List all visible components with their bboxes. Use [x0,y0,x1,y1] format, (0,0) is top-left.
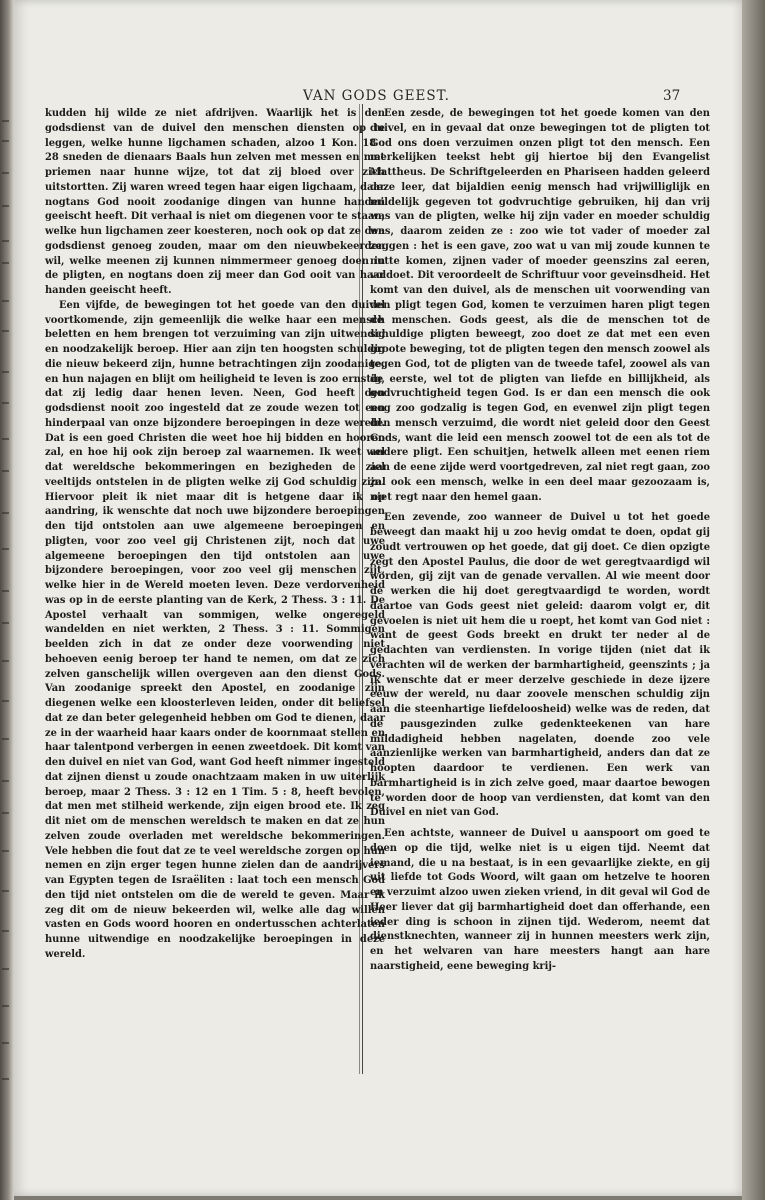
paragraph-fifth: Een vijfde, de bewegingen tot het goede van den duivel voortkomende, zijn gemeenlijk die welke haar een mensch beletten en hem brengen tot verzuiming van zijn uitwendig en noodzakelijk beroep. Hier aan zijn ten hoogsten schuldig die nieuw bekeerd zijn, hunne betrachtingen zijn zoodanige, en hun najagen en blijt om heiligheid te leven is zoo ernstig, dat zij ledig daar henen leven. Neen, God heeft den godsdienst nooit zoo ingesteld dat ze zoude wezen tot een hinderpaal van onze bijzondere beroepingen in deze wereld. Dat is een goed Christen die weet hoe hij bidden en hooren zal, en hoe hij ook zijn beroep zal waarnemen. Ik weet wel dat wereldsche bekommeringen en bezigheden de ziel veeltijds ontstelen in de pligten welke zij God schuldig zijn. Hiervoor pleit ik niet maar dit is hetgene daar ik op aandring, ik wenschte dat noch uwe bijzondere beroepingen den tijd ontstolen aan uwe algemeene beroepingen en pligten, voor zoo veel gij Christenen zijt, noch dat uwe algemeene beroepingen den tijd ontstolen aan uwe bijzondere beroepingen, voor zoo veel gij menschen zijt, welke hier in de Wereld moeten leven. Deze verdorvenheid was op in de eerste planting van de Kerk, 2 Thess. 3 : 11. De Apostel verhaalt van sommigen, welke ongeregeld wandelden en niet werkten, 2 Thess. 3 : 11. Sommigen beelden zich in dat ze onder deze voorwending niet behoeven eenig beroep ter hand te nemen, om dat ze zich zelven ganschelijk willen overgeven aan den dienst Gods. Van zoodanige spreekt den Apostel, en zoodanige zijn diegenen welke een kloosterleven leiden, onder dit beliefsel dat ze dan beter gelegenheid hebben om God te dienen, daar ze in der waarheid haar kaars onder de koornmaat stellen en haar talentpond verbergen in eenen zweetdoek. Dit komt van den duivel en niet van God, want God heeft nimmer ingesteld dat zijnen dienst u zoude onachtzaam maken in uw uiterlijk beroep, maar 2 Thess. 3 : 12 en 1 Tim. 5 : 8, heeft bevolen, dat men met stilheid werkende, zijn eigen brood ete. Ik zeg dit niet om de menschen wereldsch te maken en dat ze hun zelven zoude overladen met wereldsche bekommeringen. Vele hebben die fout dat ze te veel wereldsche zorgen op hun nemen en zijn erger tegen hunne zielen dan de aandrijvers van Egypten tegen de Israëliten : laat toch een mensch God den tijd niet ontstelen om die de wereld te geven. Maar ik zeg dit om de nieuw bekeerden wil, welke alle dag willen vasten en Gods woord hooren en ondertusschen achterlaten hunne uitwendige en noodzakelijke beroepingen in deze wereld. [45,299,385,960]
book-gutter [0,0,14,1200]
book-page [14,0,742,1196]
paragraph-sixth: Een zesde, de bewegingen tot het goede komen van den duivel, en in gevaal dat onze bewegingen tot de pligten tot God ons doen verzuimen onzen pligt tot den mensch. Een merkelijken teekst hebt gij hiertoe bij den Evangelist Mattheus. De Schriftgeleerden en Phariseen hadden geleerd deze leer, dat bijaldien eenig mensch had vrijwilliglijk en mildelijk gegeven tot godvruchtige gebruiken, hij dan vrij was van de pligten, welke hij zijn vader en moeder schuldig was, daarom zeiden ze : zoo wie tot vader of moeder zal zeggen : het is een gave, zoo wat u van mij zoude kunnen te nutte komen, zijnen vader of moeder geenszins zal eeren, voldoet. Dit veroordeelt de Schriftuur voor geveinsdheid. Het komt van den duivel, als de menschen uit voorwending van den pligt tegen God, komen te verzuimen haren pligt tegen de menschen. Gods geest, als die de menschen tot de schuldige pligten beweegt, zoo doet ze dat met een even groote beweging, tot de pligten tegen den mensch zoowel als tegen God, tot de pligten van de tweede tafel, zoowel als van de eerste, wel tot de pligten van liefde en billijkheid, als godvruchtigheid tegen God. Is er dan een mensch die ook nog zoo godzalig is tegen God, en evenwel zijn pligt tegen den mensch verzuimd, die wordt niet geleid door den Geest Gods, want die leid een mensch zoowel tot de een als tot de andere pligt. Een schuitjen, hetwelk alleen met eenen riem aan de eene zijde werd voortgedreven, zal niet regt gaan, zoo zal ook een mensch, welke in een deel maar gezoozaam is, niet regt naar den hemel gaan. [370,108,710,503]
running-title: VAN GODS GEEST. [303,88,450,104]
running-head [14,88,742,108]
right-column [370,107,710,975]
paragraph-eighth: Een achtste, wanneer de Duivel u aanspoort om goed te doen op die tijd, welke niet is u eigen tijd. Neemt dat iemand, die u na bestaat, is in een gevaarlijke ziekte, en gij uit liefde tot Gods Woord, wilt gaan om hetzelve te hooren en verzuimt alzoo uwen zieken vriend, in dit geval wil God de Heer liever dat gij barmhartigheid doet dan offerhande, een ieder ding is schoon in zijnen tijd. Wederom, neemt dat dienstknechten, wanneer zij in hunnen meesters werk zijn, en het welvaren van hare meesters hangt aan hare naarstigheid, eene beweging krij- [370,828,710,972]
left-column [45,107,385,963]
paragraph-continuation: kudden hij wilde ze niet afdrijven. Waarlijk het is den godsdienst van de duivel den menschen diensten op te leggen, welke hunne ligchamen schaden, alzoo 1 Kon. 18 : 28 sneden de dienaars Baals hun zelven met messen en met priemen naar hunne wijze, tot dat zij bloed over zich uitstortten. Zij waren wreed tegen haar eigen ligchaam, daar nogtans God nooit zoodanige dingen van hunne handen geeischt heeft. Dit verhaal is niet om diegenen voor te staan, welke hun ligchamen zeer koesteren, noch ook op dat ze den godsdienst genoeg zouden, maar om den nieuwbekeerden wil, welke meenen zij kunnen nimmermeer genoeg doen in de pligten, en nogtans doen zij meer dan God ooit van haar handen geeischt heeft. [45,108,385,296]
paragraph-seventh: Een zevende, zoo wanneer de Duivel u tot het goede beweegt dan maakt hij u zoo hevig omdat te doen, opdat gij zoudt vertrouwen op het goede, dat gij doet. Ce dien opzigte zegt den Apostel Paulus, die door de wet geregtvaardigd wil worden, gij zijt van de genade vervallen. Al wie meent door de werken die hij doet geregtvaardigd te worden, wordt daartoe van Gods geest niet geleid: daarom volgt er, dit gevoelen is niet uit hem die u roept, het komt van God niet : want de geest Gods breekt en drukt ter neder al de gedachten van verdiensten. In vorige tijden (niet dat ik verachten wil de werken der barmhartigheid, geenszints ; ja ik wenschte dat er meer derzelve geschiede in deze ijzere eeuw der wereld, nu daar zoovele menschen schuldig zijn aan die steenhartige liefdeloosheid) welke was de reden, dat de pausgezinden zulke gedenkteekenen van hare mildadigheid hebben nagelaten, doende zoo vele aanzienlijke werken van barmhartigheid, anders dan dat ze hoopten daardoor te verdienen. Een werk van barmhartigheid is in zich zelve goed, maar daartoe bewogen te worden door de hoop van verdiensten, dat komt van den Duivel en niet van God. [370,512,710,819]
page-edge [742,0,765,1200]
page-number: 37 [663,88,681,104]
